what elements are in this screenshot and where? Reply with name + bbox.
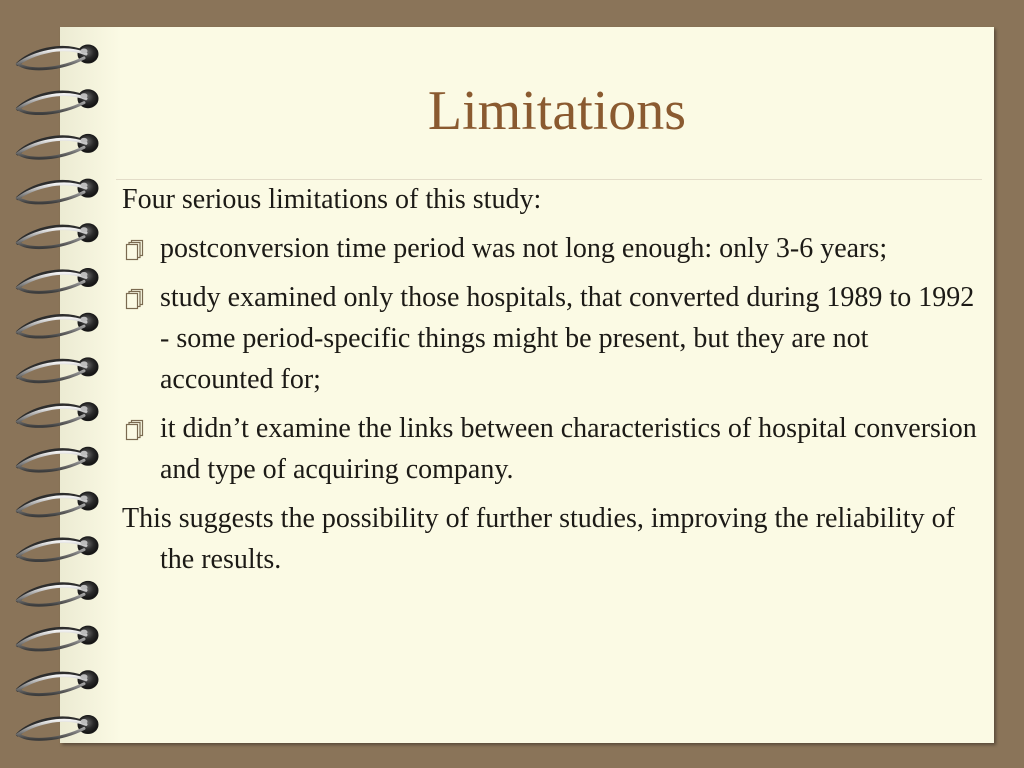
intro-text: Four serious limitations of this study: — [122, 184, 542, 215]
binding-ring — [18, 716, 98, 740]
stacked-pages-icon — [125, 419, 145, 441]
binding-ring — [18, 45, 98, 69]
binding-ring — [18, 358, 98, 382]
bullet-text: it didn’t examine the links between characteristics of hospital conversion and type of acquiring company. — [160, 413, 977, 485]
slide-title: Limitations — [427, 80, 687, 142]
binding-ring — [18, 134, 98, 158]
spiral-binding — [0, 0, 120, 768]
binding-ring — [18, 492, 98, 516]
stacked-pages-icon — [125, 239, 145, 261]
binding-ring — [18, 671, 98, 695]
binding-ring — [18, 626, 98, 650]
binding-ring — [18, 313, 98, 337]
binding-ring — [18, 537, 98, 561]
binding-ring — [18, 90, 98, 114]
bullet-item — [122, 408, 982, 490]
binding-ring — [18, 581, 98, 605]
bullet-text: study examined only those hospitals, that converted during 1989 to 1992 - some period-specific things might be present, but they are not accounted for; — [160, 282, 975, 395]
slide-body — [122, 179, 982, 580]
stacked-pages-icon — [125, 288, 145, 310]
conclusion-text: This suggests the possibility of further studies, improving the reliability of the results. — [122, 503, 955, 575]
binding-ring — [18, 403, 98, 427]
bullet-item — [122, 228, 982, 269]
bullet-text: postconversion time period was not long enough: only 3-6 years; — [160, 233, 888, 264]
binding-ring — [18, 224, 98, 248]
binding-ring — [18, 269, 98, 293]
binding-ring — [18, 447, 98, 471]
binding-ring — [18, 179, 98, 203]
bullet-item — [122, 277, 982, 400]
